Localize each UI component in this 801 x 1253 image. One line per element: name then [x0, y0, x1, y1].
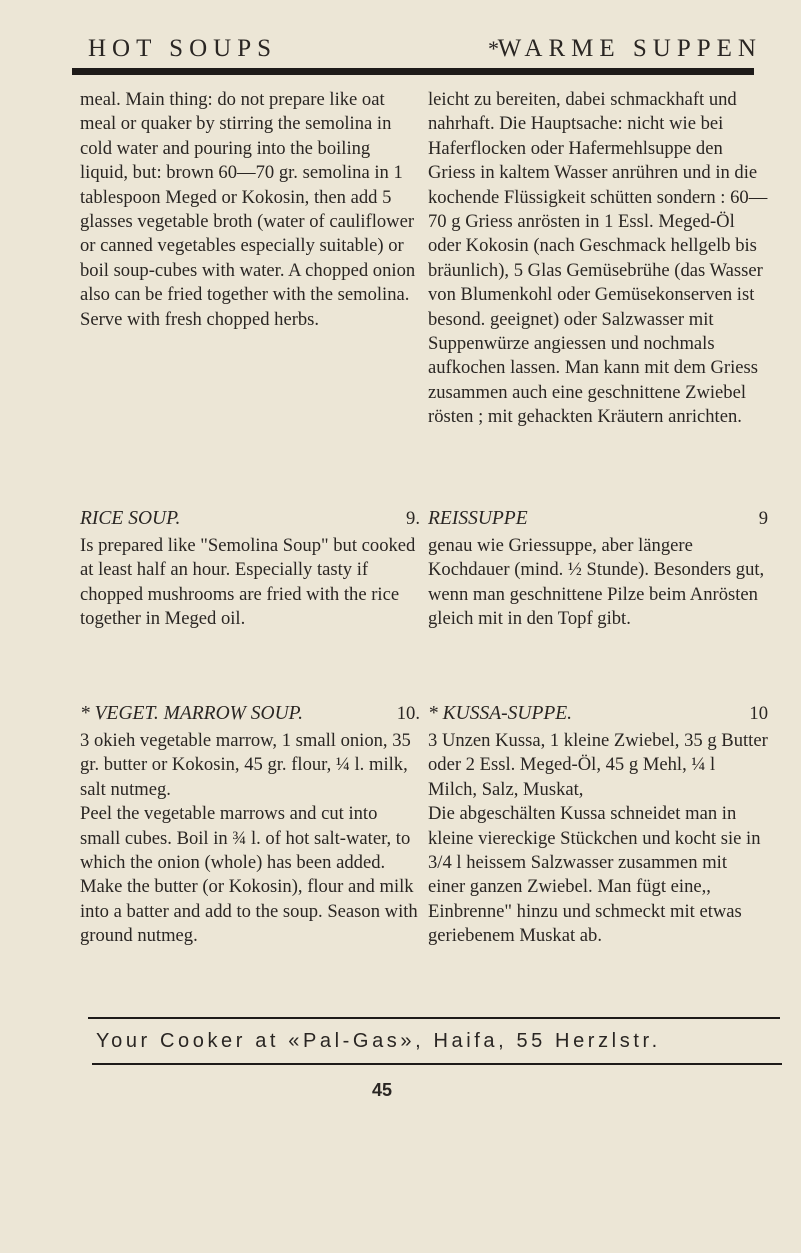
- marrow-soup-title: * VEGET. MARROW SOUP.: [80, 703, 303, 724]
- kussa-suppe-heading: [428, 701, 768, 727]
- marrow-soup-text: Peel the vegetable marrows and cut into small cubes. Boil in ¾ l. of hot salt-water, to which the onion (whole) has been added. Make the butter (or Kokosin), flour and milk into a batter and add to the soup. Season with ground nutmeg.: [80, 803, 418, 947]
- german-intro-block: [428, 88, 768, 430]
- footer-rule-top: [88, 1017, 780, 1019]
- english-intro-text: meal. Main thing: do not prepare like oat meal or quaker by stirring the semolina in cold water and pouring into the boiling liquid, but: brown 60—70 gr. semolina in 1 tablespoon Meged or Kokosin, then add 5 glasses vegetable broth (water of cauliflower or canned vegetables especially suitable) or boil soup-cubes with water. A chopped onion also can be fried together with the semolina. Serve with fresh chopped herbs.: [80, 89, 416, 330]
- page-number: 45: [372, 1080, 393, 1100]
- page-header: [88, 34, 762, 64]
- footer-rule-bottom: [92, 1063, 782, 1065]
- rice-soup-heading: [80, 506, 420, 532]
- german-intro-text: leicht zu bereiten, dabei schmackhaft und nahrhaft. Die Hauptsache: nicht wie bei Haferflocken oder Hafermehlsuppe den Griess in kaltem Wasser anrühren und in die kochende Flüssigkeit schütten sondern : 60—70 g Griess anrösten in 1 Essl. Meged-Öl oder Kokosin (nach Geschmack hellgelb bis bräunlich), 5 Glas Gemüsebrühe (das Wasser von Blumenkohl oder Gemüsekonserven ist besond. geeignet) oder Salzwasser mit Suppenwürze angiessen und nochmals aufkochen lassen. Man kann mit dem Griess zusammen auch eine geschnittene Zwiebel rösten ; mit gehackten Kräutern anrichten.: [428, 89, 768, 428]
- marrow-soup-block: [80, 701, 420, 949]
- rice-soup-block: [80, 506, 420, 632]
- reissuppe-number: 9: [758, 508, 768, 529]
- header-title-german: WARME SUPPEN: [497, 35, 762, 62]
- kussa-suppe-block: [428, 701, 768, 949]
- marrow-soup-number: 10.: [396, 703, 420, 724]
- rice-soup-title: RICE SOUP.: [80, 508, 181, 529]
- header-rule: [72, 68, 754, 75]
- english-intro-block: [80, 88, 420, 332]
- rice-soup-number: 9.: [406, 508, 420, 529]
- kussa-suppe-ingredients: 3 Unzen Kussa, 1 kleine Zwiebel, 35 g Butter oder 2 Essl. Meged-Öl, 45 g Mehl, ¼ l Milch, Salz, Muskat,: [428, 730, 768, 800]
- header-title-english: HOT SOUPS: [88, 35, 277, 62]
- reissuppe-text: genau wie Griessuppe, aber längere Kochdauer (mind. ½ Stunde). Besonders gut, wenn man geschnittene Pilze beim Anrösten gleich mit in den Topf gibt.: [428, 535, 765, 630]
- rice-soup-text: Is prepared like "Semolina Soup" but cooked at least half an hour. Especially tasty if chopped mushrooms are fried with the rice together in Meged oil.: [80, 535, 416, 630]
- reissuppe-block: [428, 506, 768, 632]
- footer-advert: Your Cooker at «Pal-Gas», Haifa, 55 Herzlstr.: [96, 1030, 661, 1052]
- reissuppe-heading: [428, 506, 768, 532]
- marrow-soup-ingredients: 3 okieh vegetable marrow, 1 small onion, 35 gr. butter or Kokosin, 45 gr. flour, ¼ l. milk, salt nutmeg.: [80, 730, 411, 800]
- reissuppe-title: REISSUPPE: [428, 508, 528, 529]
- marrow-soup-heading: [80, 701, 420, 727]
- kussa-suppe-text: Die abgeschälten Kussa schneidet man in kleine viereckige Stückchen und kocht sie in 3/4 l heissem Salzwasser zusammen mit einer ganzen Zwiebel. Man fügt eine,, Einbrenne" hinzu und schmeckt mit etwas geriebenem Muskat ab.: [428, 803, 761, 947]
- kussa-suppe-number: 10: [749, 703, 768, 724]
- kussa-suppe-title: * KUSSA-SUPPE.: [428, 703, 573, 724]
- header-star-separator: *: [488, 36, 499, 61]
